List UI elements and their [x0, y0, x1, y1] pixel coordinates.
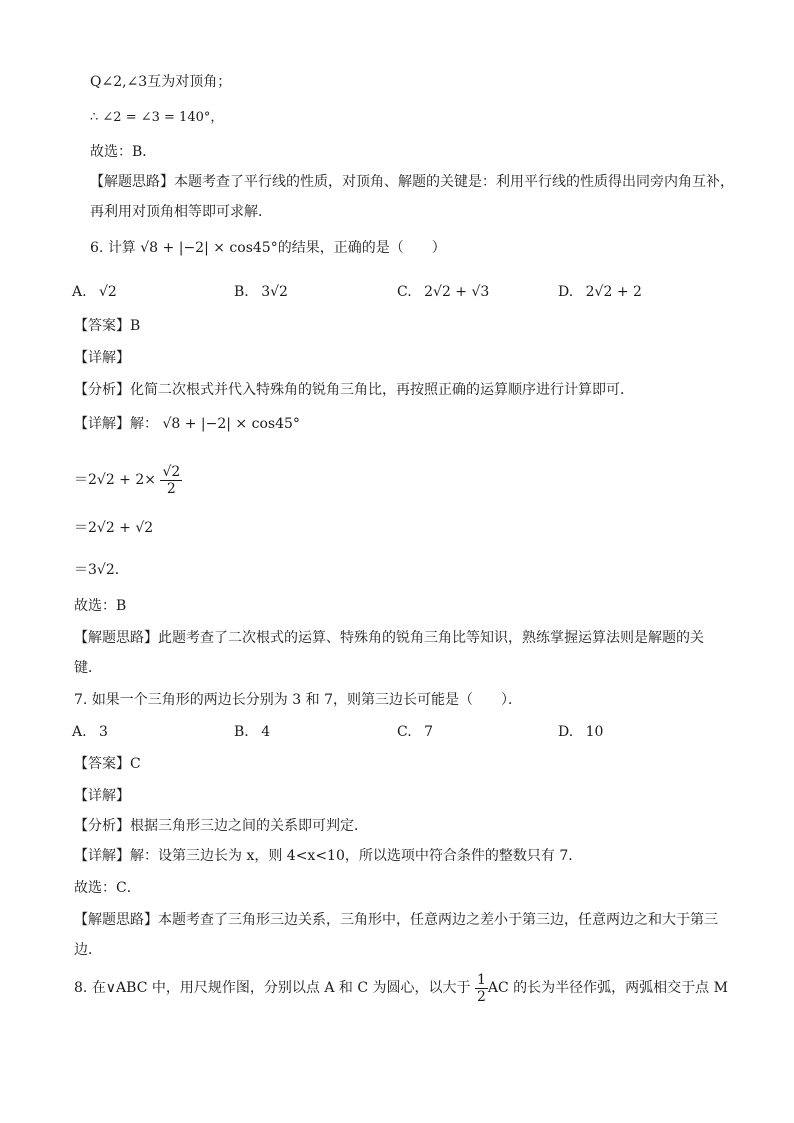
q6-thinking-line-2: 键．: [74, 660, 102, 676]
q6-number: 6.: [90, 240, 104, 256]
q6-stem-expression: √8 + |−2| × cos45°: [140, 240, 278, 256]
q7-thinking-line-1: 【解题思路】本题考查了三角形三边关系，三角形中，任意两边之差小于第三边，任意两边之和大于第三: [74, 912, 718, 928]
q6-step-2: ＝2√2 + √2: [74, 520, 154, 536]
q7-stem: [74, 690, 522, 710]
q8-stem-post: AC 的长为半径作弧，两弧相交于点 M: [487, 980, 728, 996]
q7-option-c: [397, 722, 433, 742]
q6-solution-pre: 【详解】解：: [74, 416, 158, 432]
option-value: 2√2 + 2: [585, 284, 642, 300]
fraction-numerator: √2: [162, 463, 181, 480]
fraction-denominator: 2: [166, 480, 176, 497]
q6-step1-fraction: [160, 464, 182, 497]
q6-solution-line: [74, 414, 300, 434]
q6-step1-pre: ＝2√2 + 2×: [74, 472, 157, 488]
option-value: √2: [99, 284, 117, 300]
q8-fraction: [475, 972, 488, 1005]
q6-stem-pre: 计算: [107, 240, 136, 256]
q5-analysis-line-1: 【解题思路】本题考查了平行线的性质，对顶角、解题的关键是：利用平行线的性质得出同旁内角互补，: [90, 174, 734, 190]
fraction-numerator: 1: [476, 971, 486, 988]
option-label: B.: [234, 724, 249, 740]
q6-option-b: [234, 282, 288, 302]
q6-step-3: ＝3√2．: [74, 562, 129, 578]
q6-option-c: [397, 282, 489, 302]
q6-detail-heading: 【详解】: [74, 350, 130, 366]
q5-reason-line: Q∠2,∠3互为对顶角；: [90, 74, 232, 90]
q7-option-d: [558, 722, 603, 742]
q8-stem-pre: 在∨ABC 中，用尺规作图，分别以点 A 和 C 为圆心，以大于: [91, 980, 471, 996]
option-value: 10: [585, 724, 604, 740]
q5-choice: 故选：B．: [90, 144, 157, 160]
q6-stem-post: 的结果，正确的是（ ）: [277, 240, 446, 256]
option-value: 3: [99, 724, 108, 740]
q5-analysis-line-2: 再利用对顶角相等即可求解．: [90, 204, 272, 220]
option-label: A.: [72, 724, 87, 740]
q6-answer: 【答案】B: [74, 318, 141, 334]
q7-stem-text: 如果一个三角形的两边长分别为 3 和 7，则第三边长可能是（ ）．: [91, 692, 522, 708]
q7-detail-heading: 【详解】: [74, 788, 130, 804]
option-label: A.: [72, 284, 87, 300]
q7-choice: 故选：C．: [74, 880, 141, 896]
option-label: C.: [397, 724, 412, 740]
q7-option-a: [72, 722, 108, 742]
option-label: D.: [558, 284, 574, 300]
q8-number: 8.: [74, 980, 88, 996]
q6-option-d: [558, 282, 642, 302]
q6-thinking-line-1: 【解题思路】此题考查了二次根式的运算、特殊角的锐角三角比等知识，熟练掌握运算法则是解题的关: [74, 630, 704, 646]
q6-step-1: [74, 458, 182, 502]
q7-thinking-line-2: 边．: [74, 942, 102, 958]
q7-analysis: 【分析】根据三角形三边之间的关系即可判定．: [74, 818, 368, 834]
q6-solution-expression: √8 + |−2| × cos45°: [162, 416, 300, 432]
option-value: 4: [261, 724, 271, 740]
option-value: 7: [424, 724, 434, 740]
option-value: 3√2: [261, 284, 288, 300]
q7-option-b: [234, 722, 270, 742]
q8-stem: [74, 966, 728, 1010]
q7-solution: 【详解】解：设第三边长为 x，则 4<x<10，所以选项中符合条件的整数只有 7．: [74, 848, 583, 864]
fraction-denominator: 2: [476, 988, 486, 1005]
q7-number: 7.: [74, 692, 88, 708]
q6-stem: [90, 238, 446, 258]
q6-choice: 故选：B: [74, 598, 127, 614]
option-label: D.: [558, 724, 574, 740]
q5-equation-line: ∴ ∠2 = ∠3 = 140°，: [90, 110, 224, 125]
q6-option-a: [72, 282, 117, 302]
option-value: 2√2 + √3: [424, 284, 490, 300]
q7-answer: 【答案】C: [74, 756, 141, 772]
option-label: C.: [397, 284, 412, 300]
q6-analysis: 【分析】化简二次根式并代入特殊角的锐角三角比，再按照正确的运算顺序进行计算即可．: [74, 382, 634, 398]
option-label: B.: [234, 284, 249, 300]
